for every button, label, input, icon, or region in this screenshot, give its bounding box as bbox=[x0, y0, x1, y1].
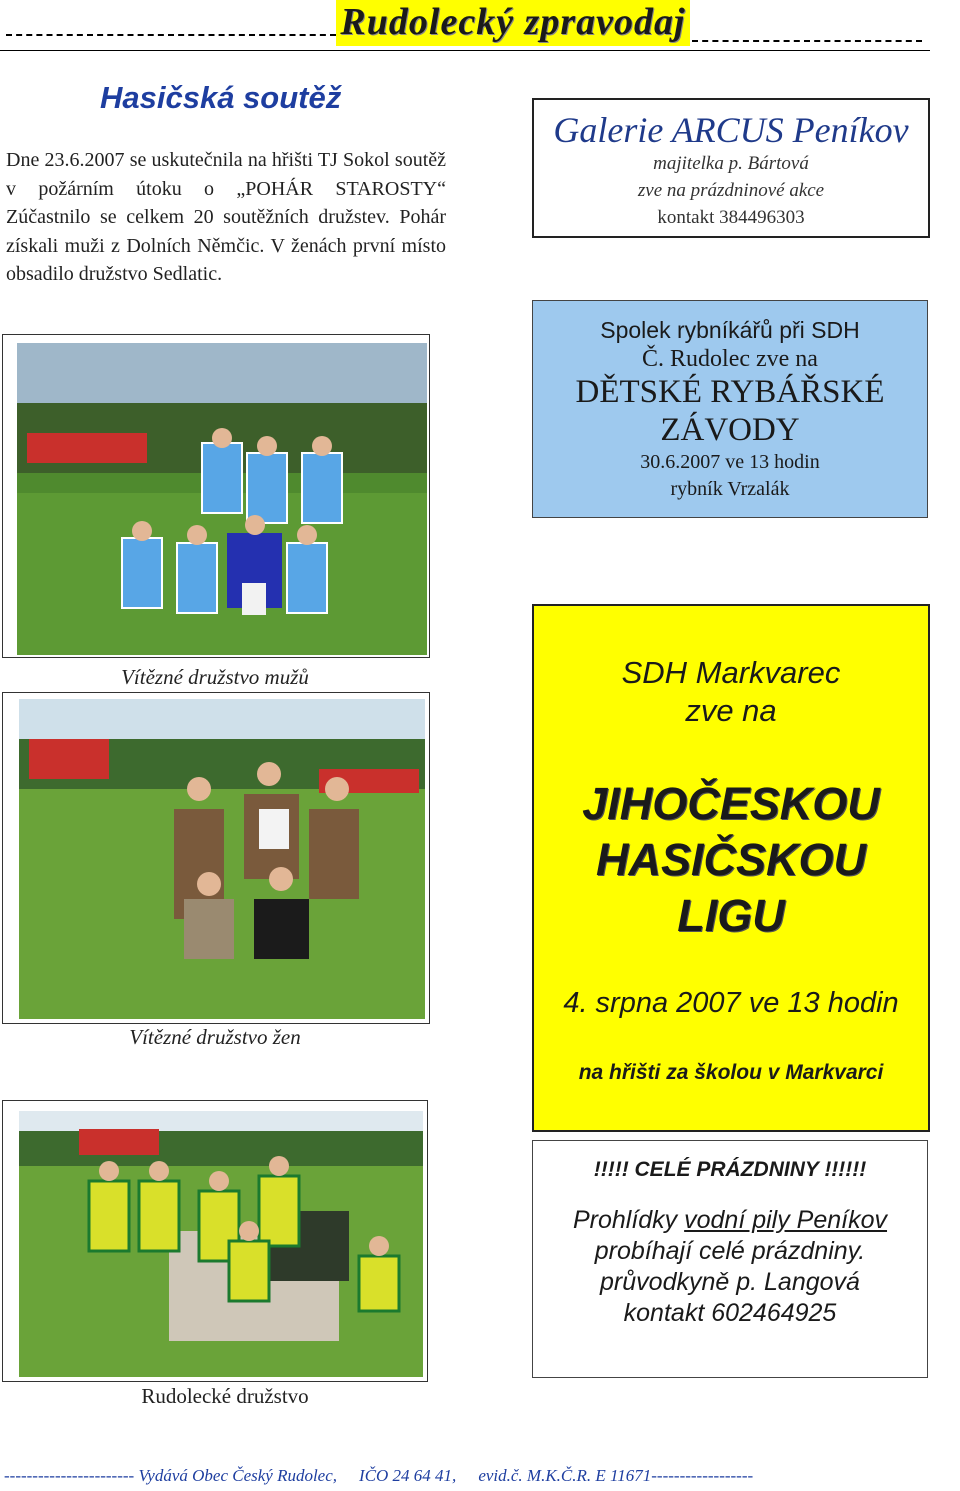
photo-frame-women bbox=[2, 692, 430, 1024]
fishing-contest-box bbox=[532, 300, 928, 518]
men-team-photo bbox=[17, 343, 427, 655]
fishing-event-line2: ZÁVODY bbox=[660, 412, 800, 448]
photo-frame-men bbox=[2, 334, 430, 658]
footer bbox=[4, 1466, 934, 1486]
fishing-organizer: Spolek rybníkářů při SDH bbox=[600, 317, 860, 343]
men-photo-caption: Vítězné družstvo mužů bbox=[121, 665, 309, 689]
league-title-line1: JIHOČESKOU bbox=[582, 778, 880, 829]
holiday-contact: kontakt 602464925 bbox=[623, 1299, 837, 1327]
holiday-headline: !!!!! CELÉ PRÁZDNINY !!!!!! bbox=[593, 1158, 867, 1181]
footer-registration: evid.č. M.K.Č.R. E 11671------------------ bbox=[478, 1466, 754, 1485]
rudolec-team-photo bbox=[19, 1111, 423, 1377]
sawmill-link[interactable]: vodní pily Peníkov bbox=[684, 1206, 888, 1234]
gallery-contact: kontakt 384496303 bbox=[657, 207, 805, 228]
league-date: 4. srpna 2007 ve 13 hodin bbox=[563, 987, 899, 1019]
header-dash-left bbox=[6, 34, 336, 36]
fishing-event-line1: DĚTSKÉ RYBÁŘSKÉ bbox=[575, 374, 885, 410]
holiday-tours-box bbox=[532, 1140, 928, 1378]
women-team-photo bbox=[19, 699, 425, 1019]
league-organizer: SDH Markvarec bbox=[621, 655, 841, 690]
header-dash-right bbox=[692, 40, 922, 42]
women-photo-caption: Vítězné družstvo žen bbox=[129, 1025, 301, 1049]
league-title-line2: HASIČSKOU bbox=[595, 834, 867, 885]
team-photo-caption: Rudolecké družstvo bbox=[141, 1384, 309, 1408]
footer-ico: IČO 24 64 41, bbox=[359, 1466, 457, 1485]
holiday-prefix: Prohlídky bbox=[572, 1206, 685, 1234]
gallery-owner: majitelka p. Bártová bbox=[653, 153, 809, 174]
header-rule bbox=[0, 50, 930, 51]
fishing-date: 30.6.2007 ve 13 hodin bbox=[640, 451, 820, 473]
holiday-tours-line2: probíhají celé prázdniny. bbox=[594, 1237, 866, 1265]
holiday-tours-line1 bbox=[533, 1205, 927, 1236]
holiday-guide: průvodkyně p. Langová bbox=[600, 1268, 860, 1296]
photo-frame-team bbox=[2, 1100, 428, 1382]
footer-publisher: ----------------------- Vydává Obec Český Rudolec, bbox=[4, 1466, 338, 1485]
league-place: na hřišti za školou v Markvarci bbox=[578, 1061, 884, 1084]
article-body: Dne 23.6.2007 se uskutečnila na hřišti TJ Sokol soutěž v požárním útoku o „POHÁR STAROSTY“ Zúčastnilo se celkem 20 soutěžních družstev. Pohár získali muži z Dolních Němčic. V ženách první místo obsadilo družstvo Sedlatic. bbox=[6, 149, 446, 285]
newsletter-title: Rudolecký zpravodaj bbox=[336, 0, 690, 46]
league-title-line3: LIGU bbox=[677, 890, 785, 941]
gallery-name: Galerie ARCUS Peníkov bbox=[553, 110, 909, 150]
article-title: Hasičská soutěž bbox=[100, 80, 342, 115]
fishing-place: rybník Vrzalák bbox=[670, 478, 790, 500]
gallery-box bbox=[532, 98, 930, 238]
league-invite: zve na bbox=[685, 693, 777, 728]
gallery-invite: zve na prázdninové akce bbox=[637, 180, 825, 201]
fire-league-box bbox=[532, 604, 930, 1132]
fishing-invite: Č. Rudolec zve na bbox=[642, 346, 818, 372]
